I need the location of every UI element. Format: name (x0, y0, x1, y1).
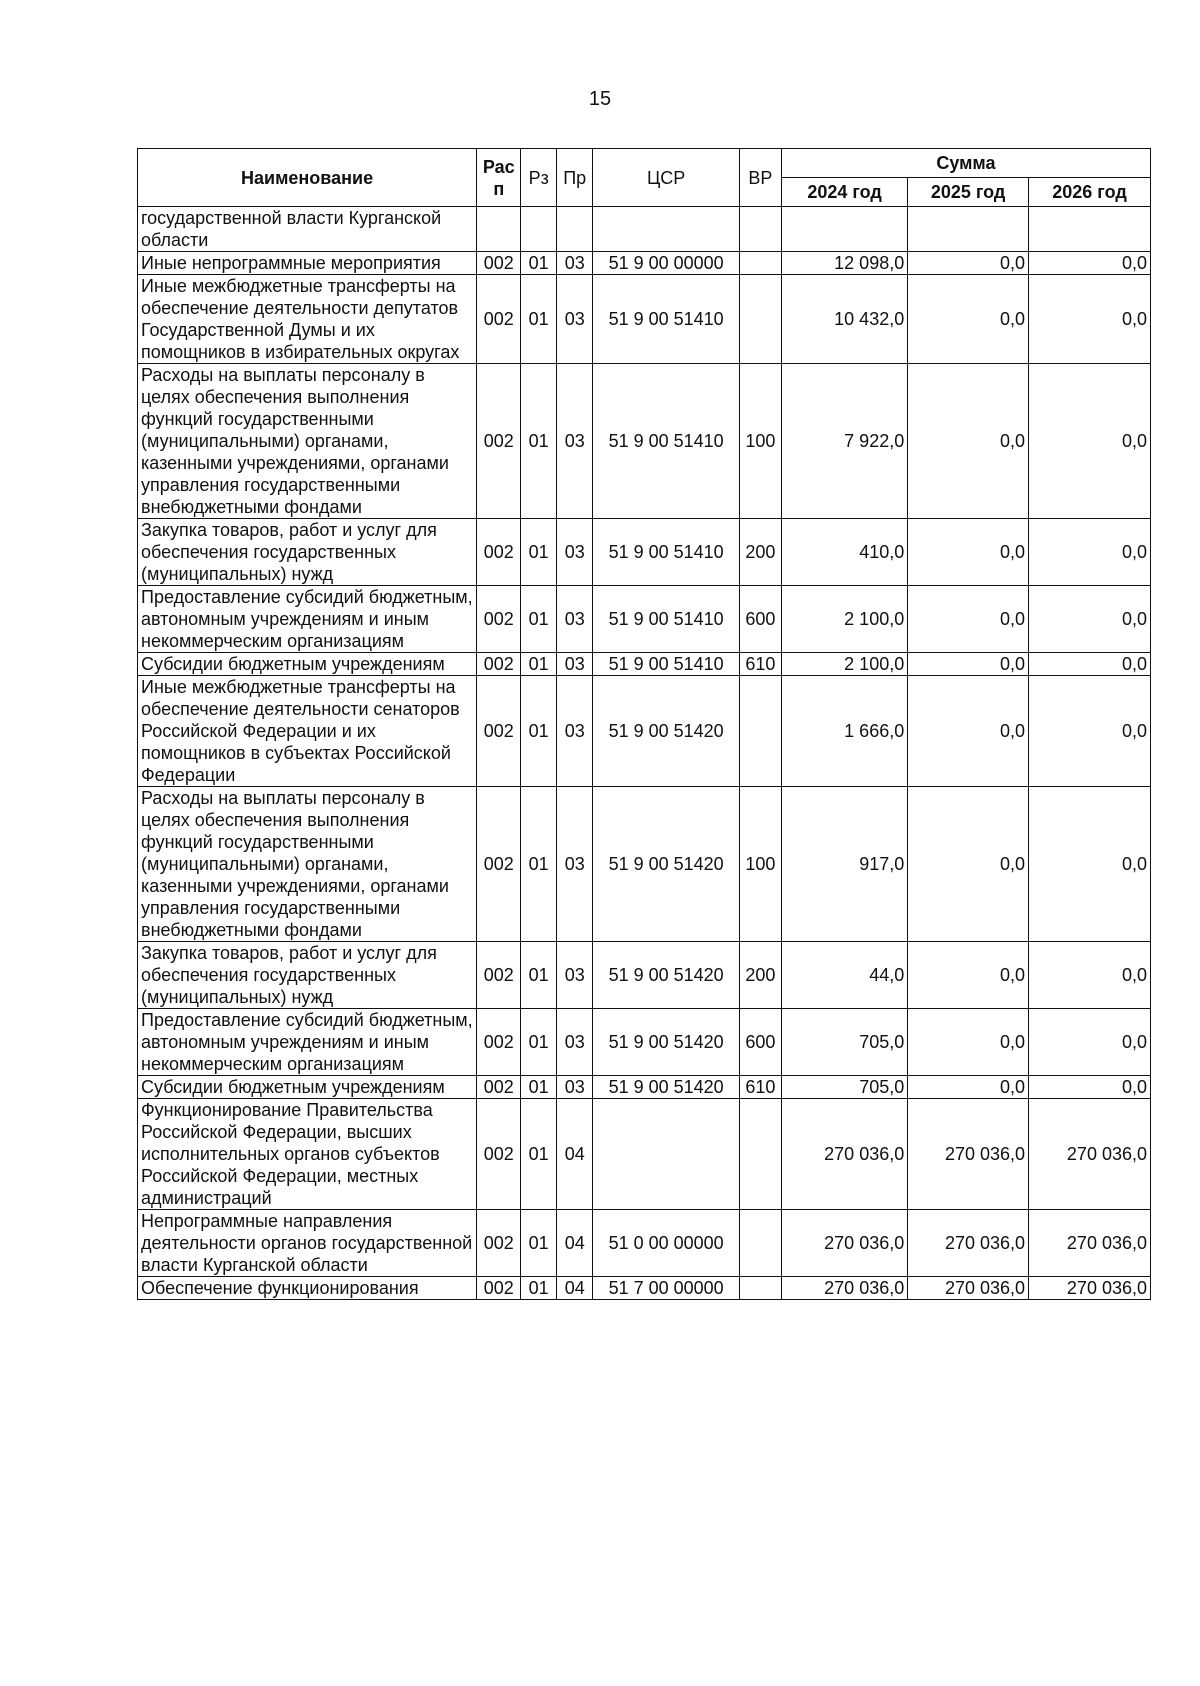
cell-csr: 51 9 00 51420 (593, 787, 739, 942)
cell-rasp: 002 (477, 519, 521, 586)
cell-pr: 04 (556, 1277, 593, 1300)
cell-name: Функционирование Правительства Российской Федерации, высших исполнительных органов субъектов Российской Федерации, местных администраций (138, 1099, 477, 1210)
header-csr: ЦСР (593, 149, 739, 207)
table-row (138, 1009, 1151, 1076)
cell-csr: 51 7 00 00000 (593, 1277, 739, 1300)
cell-csr: 51 9 00 51410 (593, 275, 739, 364)
cell-rasp: 002 (477, 252, 521, 275)
table-row (138, 364, 1151, 519)
cell-pr: 03 (556, 787, 593, 942)
cell-pr (556, 207, 593, 252)
cell-csr: 51 9 00 00000 (593, 252, 739, 275)
cell-pr: 03 (556, 252, 593, 275)
cell-pr: 03 (556, 519, 593, 586)
cell-sum-2024: 44,0 (781, 942, 907, 1009)
cell-sum-2026: 0,0 (1029, 787, 1151, 942)
cell-sum-2026: 0,0 (1029, 252, 1151, 275)
budget-table (137, 148, 1151, 1300)
cell-vr: 600 (739, 586, 781, 653)
cell-sum-2024: 917,0 (781, 787, 907, 942)
cell-name: Закупка товаров, работ и услуг для обеспечения государственных (муниципальных) нужд (138, 942, 477, 1009)
cell-vr: 600 (739, 1009, 781, 1076)
cell-name: Расходы на выплаты персоналу в целях обеспечения выполнения функций государственными (муниципальными) органами, казенными учреждениями, органами управления государственными внебюджетными фондами (138, 787, 477, 942)
header-year-2026: 2026 год (1029, 178, 1151, 207)
table-row (138, 275, 1151, 364)
cell-vr (739, 252, 781, 275)
header-year-2024: 2024 год (781, 178, 907, 207)
cell-rz: 01 (521, 653, 556, 676)
cell-pr: 04 (556, 1210, 593, 1277)
cell-rz: 01 (521, 676, 556, 787)
page-number: 15 (588, 88, 612, 110)
cell-sum-2026: 0,0 (1029, 364, 1151, 519)
cell-sum-2026: 0,0 (1029, 653, 1151, 676)
cell-name: Обеспечение функционирования (138, 1277, 477, 1300)
cell-rz: 01 (521, 519, 556, 586)
cell-vr (739, 207, 781, 252)
cell-csr: 51 0 00 00000 (593, 1210, 739, 1277)
header-pr: Пр (556, 149, 593, 207)
cell-rasp: 002 (477, 653, 521, 676)
cell-rasp: 002 (477, 275, 521, 364)
cell-vr: 610 (739, 653, 781, 676)
cell-vr: 200 (739, 942, 781, 1009)
cell-rz: 01 (521, 1277, 556, 1300)
header-rz: Рз (521, 149, 556, 207)
cell-rz: 01 (521, 275, 556, 364)
cell-rz (521, 207, 556, 252)
cell-rasp: 002 (477, 1277, 521, 1300)
cell-vr: 100 (739, 364, 781, 519)
cell-pr: 03 (556, 275, 593, 364)
header-year-2025: 2025 год (908, 178, 1029, 207)
cell-sum-2025: 0,0 (908, 364, 1029, 519)
cell-sum-2025: 0,0 (908, 519, 1029, 586)
table-row (138, 676, 1151, 787)
table-body (138, 207, 1151, 1300)
cell-sum-2024: 410,0 (781, 519, 907, 586)
cell-sum-2025: 0,0 (908, 1009, 1029, 1076)
cell-sum-2025 (908, 207, 1029, 252)
cell-sum-2024: 2 100,0 (781, 586, 907, 653)
cell-rasp: 002 (477, 1099, 521, 1210)
table-row (138, 586, 1151, 653)
cell-pr: 03 (556, 1076, 593, 1099)
cell-rasp: 002 (477, 1210, 521, 1277)
cell-sum-2026: 0,0 (1029, 586, 1151, 653)
cell-rasp (477, 207, 521, 252)
cell-csr: 51 9 00 51420 (593, 1076, 739, 1099)
cell-sum-2026: 0,0 (1029, 1009, 1151, 1076)
cell-pr: 03 (556, 1009, 593, 1076)
cell-name: Предоставление субсидий бюджетным, автономным учреждениям и иным некоммерческим организациям (138, 586, 477, 653)
cell-sum-2026: 270 036,0 (1029, 1277, 1151, 1300)
cell-name: Непрограммные направления деятельности органов государственной власти Курганской области (138, 1210, 477, 1277)
header-vr: ВР (739, 149, 781, 207)
cell-name: Иные межбюджетные трансферты на обеспечение деятельности сенаторов Российской Федерации и их помощников в субъектах Российской Федерации (138, 676, 477, 787)
cell-pr: 03 (556, 364, 593, 519)
cell-name: Закупка товаров, работ и услуг для обеспечения государственных (муниципальных) нужд (138, 519, 477, 586)
cell-rz: 01 (521, 1009, 556, 1076)
cell-rz: 01 (521, 1076, 556, 1099)
table-row (138, 252, 1151, 275)
cell-name: Иные межбюджетные трансферты на обеспечение деятельности депутатов Государственной Думы и их помощников в избирательных округах (138, 275, 477, 364)
cell-rz: 01 (521, 364, 556, 519)
cell-pr: 03 (556, 653, 593, 676)
cell-sum-2026 (1029, 207, 1151, 252)
cell-sum-2026: 0,0 (1029, 942, 1151, 1009)
cell-name: Предоставление субсидий бюджетным, автономным учреждениям и иным некоммерческим организациям (138, 1009, 477, 1076)
cell-csr: 51 9 00 51420 (593, 942, 739, 1009)
table-row (138, 653, 1151, 676)
header-sum: Сумма (781, 149, 1150, 178)
cell-vr (739, 1277, 781, 1300)
cell-name: государственной власти Курганской области (138, 207, 477, 252)
cell-vr: 200 (739, 519, 781, 586)
cell-sum-2025: 0,0 (908, 787, 1029, 942)
cell-sum-2024: 270 036,0 (781, 1277, 907, 1300)
cell-vr (739, 1210, 781, 1277)
cell-sum-2026: 0,0 (1029, 1076, 1151, 1099)
cell-sum-2025: 0,0 (908, 942, 1029, 1009)
header-name: Наименование (138, 149, 477, 207)
cell-csr (593, 207, 739, 252)
table-row (138, 1099, 1151, 1210)
cell-pr: 03 (556, 676, 593, 787)
cell-csr: 51 9 00 51410 (593, 519, 739, 586)
cell-sum-2024 (781, 207, 907, 252)
cell-rasp: 002 (477, 364, 521, 519)
cell-csr: 51 9 00 51410 (593, 586, 739, 653)
cell-rz: 01 (521, 787, 556, 942)
cell-csr (593, 1099, 739, 1210)
cell-vr (739, 1099, 781, 1210)
cell-rasp: 002 (477, 942, 521, 1009)
cell-vr: 100 (739, 787, 781, 942)
cell-sum-2026: 0,0 (1029, 519, 1151, 586)
cell-sum-2024: 7 922,0 (781, 364, 907, 519)
cell-sum-2024: 270 036,0 (781, 1099, 907, 1210)
cell-csr: 51 9 00 51420 (593, 1009, 739, 1076)
cell-rasp: 002 (477, 586, 521, 653)
cell-pr: 04 (556, 1099, 593, 1210)
cell-sum-2025: 0,0 (908, 275, 1029, 364)
cell-sum-2024: 2 100,0 (781, 653, 907, 676)
cell-rasp: 002 (477, 787, 521, 942)
cell-sum-2026: 270 036,0 (1029, 1210, 1151, 1277)
cell-sum-2025: 0,0 (908, 252, 1029, 275)
cell-name: Расходы на выплаты персоналу в целях обеспечения выполнения функций государственными (муниципальными) органами, казенными учреждениями, органами управления государственными внебюджетными фондами (138, 364, 477, 519)
cell-sum-2025: 0,0 (908, 676, 1029, 787)
cell-sum-2024: 270 036,0 (781, 1210, 907, 1277)
table-row (138, 787, 1151, 942)
cell-sum-2026: 0,0 (1029, 676, 1151, 787)
cell-name: Субсидии бюджетным учреждениям (138, 1076, 477, 1099)
cell-sum-2025: 0,0 (908, 1076, 1029, 1099)
cell-sum-2024: 10 432,0 (781, 275, 907, 364)
cell-pr: 03 (556, 942, 593, 1009)
cell-sum-2025: 0,0 (908, 586, 1029, 653)
table-row (138, 1076, 1151, 1099)
cell-sum-2026: 0,0 (1029, 275, 1151, 364)
cell-rz: 01 (521, 942, 556, 1009)
cell-sum-2024: 1 666,0 (781, 676, 907, 787)
cell-rasp: 002 (477, 1009, 521, 1076)
cell-vr (739, 676, 781, 787)
cell-csr: 51 9 00 51420 (593, 676, 739, 787)
table-row (138, 1210, 1151, 1277)
cell-sum-2025: 270 036,0 (908, 1277, 1029, 1300)
cell-rasp: 002 (477, 676, 521, 787)
table-row (138, 942, 1151, 1009)
cell-rz: 01 (521, 1099, 556, 1210)
cell-csr: 51 9 00 51410 (593, 653, 739, 676)
cell-rz: 01 (521, 586, 556, 653)
cell-sum-2025: 270 036,0 (908, 1210, 1029, 1277)
cell-sum-2025: 0,0 (908, 653, 1029, 676)
cell-sum-2024: 12 098,0 (781, 252, 907, 275)
cell-sum-2025: 270 036,0 (908, 1099, 1029, 1210)
cell-rasp: 002 (477, 1076, 521, 1099)
cell-rz: 01 (521, 1210, 556, 1277)
cell-sum-2026: 270 036,0 (1029, 1099, 1151, 1210)
cell-name: Иные непрограммные мероприятия (138, 252, 477, 275)
cell-name: Субсидии бюджетным учреждениям (138, 653, 477, 676)
table-row (138, 1277, 1151, 1300)
cell-csr: 51 9 00 51410 (593, 364, 739, 519)
cell-rz: 01 (521, 252, 556, 275)
cell-pr: 03 (556, 586, 593, 653)
table-row (138, 519, 1151, 586)
cell-vr (739, 275, 781, 364)
table-row (138, 207, 1151, 252)
cell-vr: 610 (739, 1076, 781, 1099)
cell-sum-2024: 705,0 (781, 1076, 907, 1099)
header-row (138, 149, 1151, 178)
header-rasp: Рас п (477, 149, 521, 207)
cell-sum-2024: 705,0 (781, 1009, 907, 1076)
